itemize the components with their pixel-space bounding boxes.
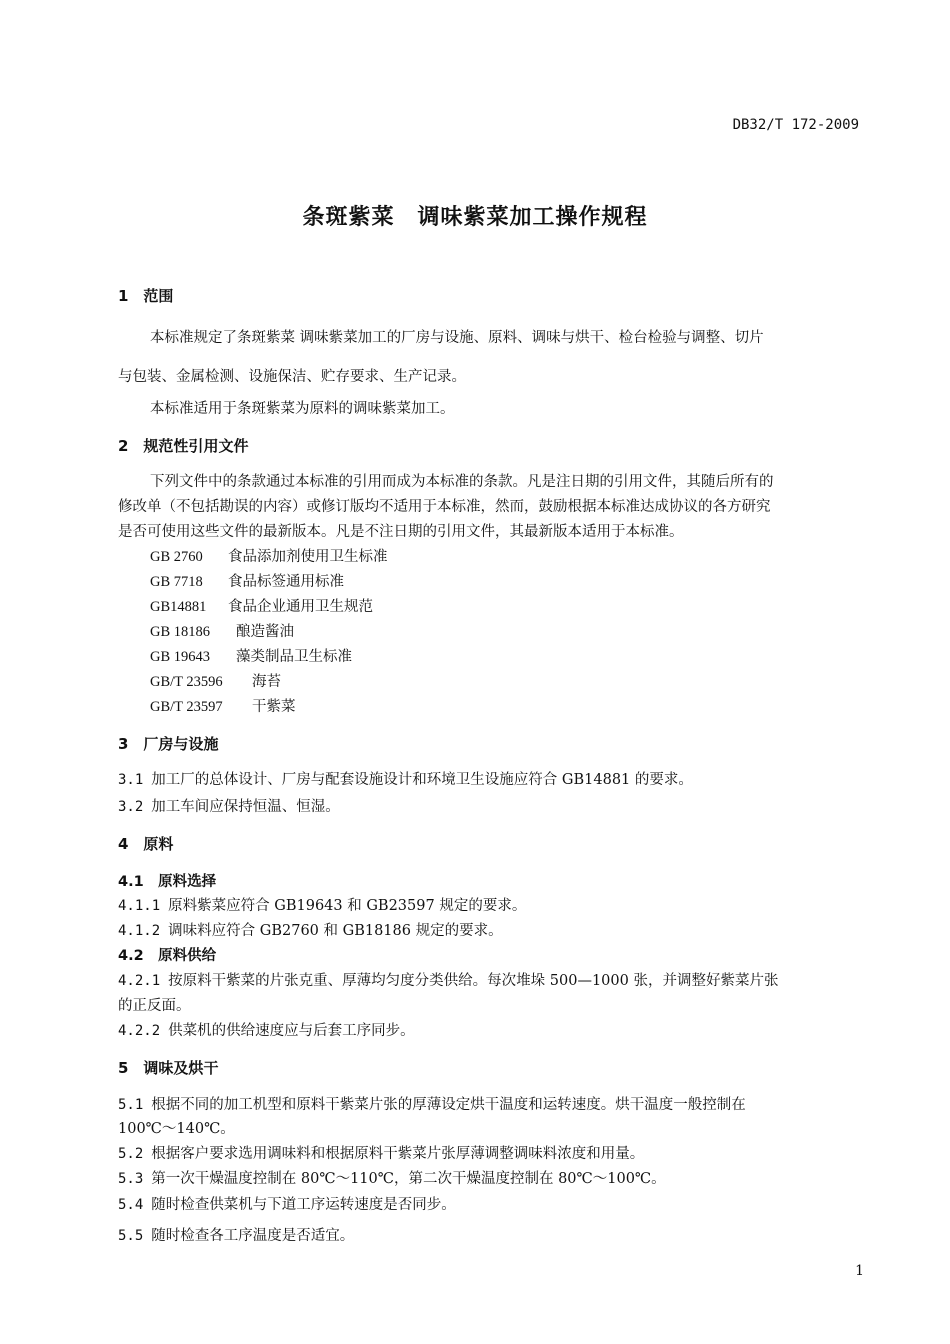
section-1-para-1b: 与包装、金属检测、设施保洁、贮存要求、生产记录。 [118, 369, 466, 385]
reference-item [150, 645, 352, 666]
document-title: 条斑紫菜 调味紫菜加工操作规程 [302, 205, 648, 230]
clause-4-1-1 [118, 894, 526, 915]
clause-text: 加工厂的总体设计、厂房与配套设施设计和环境卫生设施应符合 GB14881 的要求。 [151, 772, 693, 788]
reference-code: GB14881 [150, 599, 207, 615]
reference-item [150, 545, 388, 566]
reference-title: 干紫菜 [252, 699, 296, 715]
clause-number: 4.2.2 [118, 1023, 161, 1039]
clause-number: 5.1 [118, 1097, 144, 1113]
reference-item [150, 595, 373, 616]
reference-title: 酿造酱油 [236, 624, 294, 640]
clause-5-1-continued: 100℃～140℃。 [118, 1121, 235, 1137]
clause-text: 第一次干燥温度控制在 80℃～110℃，第二次干燥温度控制在 80℃～100℃。 [151, 1171, 666, 1187]
reference-code: GB 19643 [150, 649, 211, 665]
reference-title: 食品添加剂使用卫生标准 [228, 549, 388, 565]
reference-title: 食品企业通用卫生规范 [228, 599, 373, 615]
clause-number: 5.4 [118, 1197, 144, 1213]
clause-number: 3.1 [118, 772, 144, 788]
clause-number: 3.2 [118, 799, 144, 815]
clause-number: 5.2 [118, 1146, 144, 1162]
reference-title: 藻类制品卫生标准 [236, 649, 352, 665]
reference-title: 食品标签通用标准 [228, 574, 344, 590]
section-2-para-1b: 修改单（不包括勘误的内容）或修订版均不适用于本标准，然而，鼓励根据本标准达成协议的各方研究 [118, 499, 771, 515]
reference-code: GB/T 23596 [150, 674, 223, 690]
page-number: 1 [855, 1263, 864, 1279]
reference-item [150, 570, 344, 591]
section-2-heading: 2 规范性引用文件 [118, 437, 249, 455]
section-2-para-1a: 下列文件中的条款通过本标准的引用而成为本标准的条款。凡是注日期的引用文件，其随后所有的 [150, 474, 774, 490]
clause-5-1 [118, 1093, 746, 1114]
clause-number: 5.3 [118, 1171, 144, 1187]
clause-3-1 [118, 768, 693, 789]
clause-text: 随时检查供菜机与下道工序运转速度是否同步。 [151, 1197, 456, 1213]
section-1-heading: 1 范围 [118, 287, 174, 305]
reference-code: GB 2760 [150, 549, 203, 565]
clause-4-2-1-continued: 的正反面。 [118, 998, 191, 1014]
section-1-para-2: 本标准适用于条斑紫菜为原料的调味紫菜加工。 [150, 401, 455, 417]
clause-text: 供菜机的供给速度应与后套工序同步。 [168, 1023, 415, 1039]
clause-number: 4.1.2 [118, 923, 161, 939]
clause-text: 根据不同的加工机型和原料干紫菜片张的厚薄设定烘干温度和运转速度。烘干温度一般控制在 [151, 1097, 746, 1113]
clause-number: 4.1.1 [118, 898, 161, 914]
clause-text: 原料紫菜应符合 GB19643 和 GB23597 规定的要求。 [168, 898, 527, 914]
clause-5-4 [118, 1193, 456, 1214]
clause-4-1-2 [118, 919, 503, 940]
clause-number: 5.5 [118, 1228, 144, 1244]
reference-code: GB 18186 [150, 624, 211, 640]
clause-text: 加工车间应保持恒温、恒湿。 [151, 799, 340, 815]
clause-text: 调味料应符合 GB2760 和 GB18186 规定的要求。 [168, 923, 503, 939]
clause-4-2-2 [118, 1019, 415, 1040]
clause-3-2 [118, 795, 340, 816]
clause-text: 根据客户要求选用调味料和根据原料干紫菜片张厚薄调整调味料浓度和用量。 [151, 1146, 645, 1162]
standard-code: DB32/T 172-2009 [732, 117, 859, 133]
clause-5-5 [118, 1224, 354, 1245]
subsection-4-2-heading: 4.2 原料供给 [118, 948, 217, 964]
section-1-para-1a: 本标准规定了条斑紫菜 调味紫菜加工的厂房与设施、原料、调味与烘干、检台检验与调整、切片 [150, 330, 764, 346]
section-5-heading: 5 调味及烘干 [118, 1059, 219, 1077]
clause-4-2-1 [118, 969, 778, 990]
clause-text: 按原料干紫菜的片张克重、厚薄均匀度分类供给。每次堆垛 500—1000 张，并调整好紫菜片张 [168, 973, 779, 989]
subsection-4-1-heading: 4.1 原料选择 [118, 874, 217, 890]
reference-item [150, 620, 294, 641]
reference-title: 海苔 [252, 674, 281, 690]
section-3-heading: 3 厂房与设施 [118, 735, 219, 753]
reference-code: GB 7718 [150, 574, 203, 590]
section-2-para-1c: 是否可使用这些文件的最新版本。凡是不注日期的引用文件，其最新版本适用于本标准。 [118, 524, 684, 540]
clause-5-3 [118, 1167, 666, 1188]
reference-code: GB/T 23597 [150, 699, 223, 715]
reference-item [150, 695, 296, 716]
clause-number: 4.2.1 [118, 973, 161, 989]
reference-item [150, 670, 281, 691]
clause-5-2 [118, 1142, 644, 1163]
clause-text: 随时检查各工序温度是否适宜。 [151, 1228, 355, 1244]
section-4-heading: 4 原料 [118, 835, 174, 853]
